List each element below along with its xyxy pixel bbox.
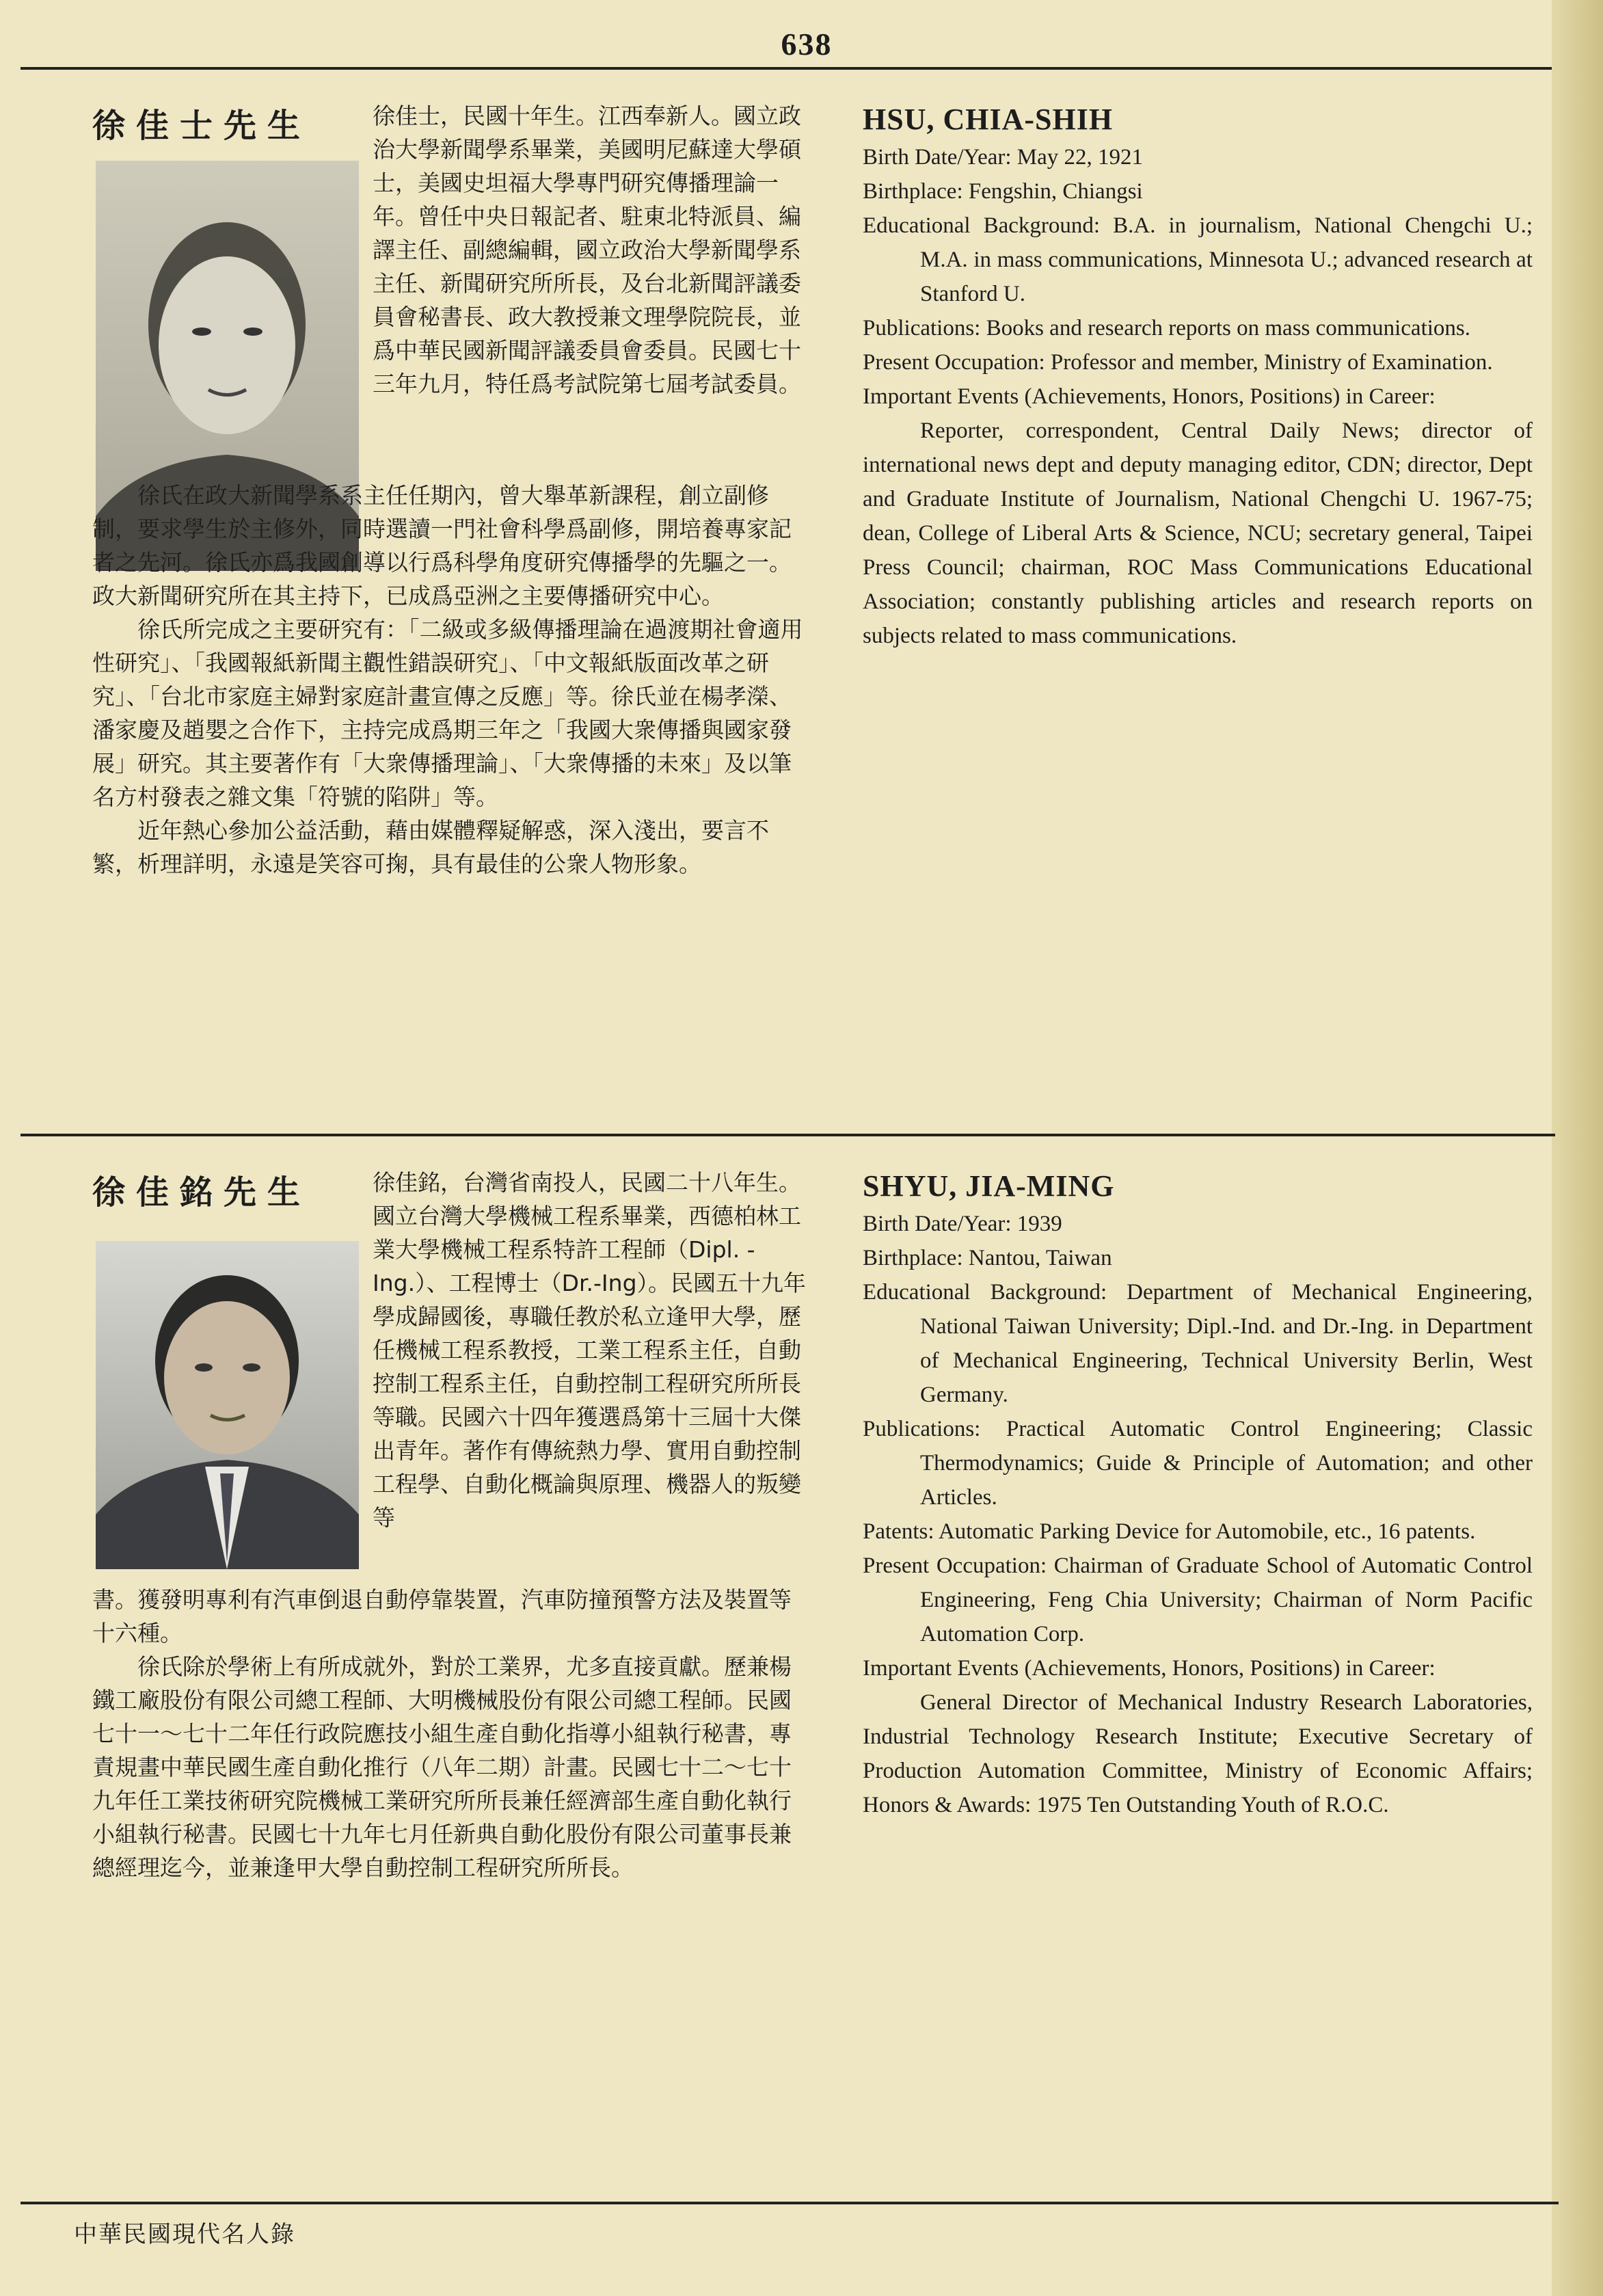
english-career-text: Reporter, correspondent, Central Daily News; director of international news dept and deputy managing editor, CDN; director, Dept and Graduate Institute of Journalism, National Chengchi U. 1967-75; dean, College of Liberal Arts & Science, NCU; secretary general, Taipei Press Council; chairman, ROC Mass Communications Educational Association; constantly publishing articles and research reports on subjects related to mass communications. (863, 418, 1533, 648)
middle-rule (21, 1134, 1555, 1136)
english-field: Birth Date/Year: 1939 (863, 1212, 1062, 1236)
portrait-silhouette-icon (96, 1241, 359, 1569)
portrait-photo (96, 1241, 359, 1569)
biography-entry-hsu-chia-shih (0, 79, 1603, 1125)
biography-entry-shyu-jia-ming (0, 1145, 1603, 2191)
bottom-rule (21, 2202, 1559, 2204)
english-field: Important Events (Achievements, Honors, Positions) in Career: (863, 1656, 1436, 1681)
english-field: Publications: Practical Automatic Control Engineering; Classic Thermodynamics; Guide & Principle of Automation; and other Articles. (863, 1417, 1533, 1510)
chinese-paragraph: 書。獲發明專利有汽車倒退自動停靠裝置，汽車防撞預警方法及裝置等十六種。 (92, 1586, 792, 1646)
chinese-body-text (92, 479, 810, 881)
english-field: Publications: Books and research reports on mass communications. (863, 316, 1471, 341)
chinese-body-text (92, 1583, 810, 1884)
book-title-footer: 中華民國現代名人錄 (74, 2221, 295, 2248)
chinese-name: 徐佳士先生 (92, 107, 312, 145)
english-biography (863, 99, 1533, 653)
chinese-intro-text: 徐佳銘，台灣省南投人，民國二十八年生。國立台灣大學機械工程系畢業，西德柏林工業大學機械工程系特許工程師（Dipl. -Ing.）、工程博士（Dr.-Ing）。民國五十九年學成歸國後，專職任教於私立逢甲大學，歷任機械工程系教授，工業工程系主任，自動控制工程系主任，自動控制工程研究所所長等職。民國六十四年獲選爲第十三屆十大傑出青年。著作有傳統熱力學、實用自動控制工程學、自動化概論與原理、機器人的叛變等 (373, 1169, 807, 1531)
english-field: Patents: Automatic Parking Device for Automobile, etc., 16 patents. (863, 1519, 1476, 1544)
page-number: 638 (781, 27, 833, 62)
english-field: Educational Background: Department of Mechanical Engineering, National Taiwan University; Dipl.-Ind. and Dr.-Ing. in Department of Mechanical Engineering, Technical University Berlin, West Germany. (863, 1280, 1533, 1407)
chinese-intro-text: 徐佳士，民國十年生。江西奉新人。國立政治大學新聞學系畢業，美國明尼蘇達大學碩士，美國史坦福大學專門研究傳播理論一年。曾任中央日報記者、駐東北特派員、編譯主任、副總編輯，國立政治大學新聞學系主任、新聞研究所所長，及台北新聞評議委員會秘書長、政大教授兼文理學院院長，並爲中華民國新聞評議委員會委員。民國七十三年九月，特任爲考試院第七屆考試委員。 (373, 103, 801, 397)
chinese-name: 徐佳銘先生 (92, 1173, 312, 1212)
english-field: Birthplace: Nantou, Taiwan (863, 1246, 1112, 1270)
chinese-paragraph: 徐氏所完成之主要研究有：「二級或多級傳播理論在過渡期社會適用性研究」、「我國報紙新聞主觀性錯誤研究」、「中文報紙版面改革之研究」、「台北市家庭主婦對家庭計畫宣傳之反應」等。徐氏並在楊孝濚、潘家慶及趙嬰之合作下，主持完成爲期三年之「我國大衆傳播與國家發展」研究。其主要著作有「大衆傳播理論」、「大衆傳播的未來」及以筆名方村發表之雜文集「符號的陷阱」等。 (92, 616, 803, 810)
english-field: Important Events (Achievements, Honors, Positions) in Career: (863, 384, 1436, 409)
chinese-paragraph: 徐氏除於學術上有所成就外，對於工業界，尤多直接貢獻。歷兼楊鐵工廠股份有限公司總工程師、大明機械股份有限公司總工程師。民國七十一～七十二年任行政院應技小組生產自動化指導小組執行秘書，專責規畫中華民國生產自動化推行（八年二期）計畫。民國七十二～七十九年任工業技術研究院機械工業研究所所長兼任經濟部生產自動化執行小組執行秘書。民國七十九年七月任新典自動化股份有限公司董事長兼總經理迄今，並兼逢甲大學自動控制工程研究所所長。 (92, 1653, 792, 1881)
english-field: Birth Date/Year: May 22, 1921 (863, 145, 1144, 170)
chinese-paragraph: 近年熱心參加公益活動，藉由媒體釋疑解惑，深入淺出，要言不繁，析理詳明，永遠是笑容可掬，具有最佳的公衆人物形象。 (92, 817, 769, 877)
english-career-text: General Director of Mechanical Industry Research Laboratories, Industrial Technology Research Institute; Executive Secretary of Production Automation Committee, Ministry of Economic Affairs; Honors & Awards: 1975 Ten Outstanding Youth of R.O.C. (863, 1690, 1533, 1817)
english-field: Educational Background: B.A. in journalism, National Chengchi U.; M.A. in mass communications, Minnesota U.; advanced research at Stanford U. (863, 213, 1533, 306)
english-field: Birthplace: Fengshin, Chiangsi (863, 179, 1143, 204)
english-name: SHYU, JIA-MING (863, 1169, 1115, 1203)
top-rule (21, 67, 1552, 70)
english-field: Present Occupation: Professor and member, Ministry of Examination. (863, 350, 1493, 375)
english-field: Present Occupation: Chairman of Graduate School of Automatic Control Engineering, Feng Chia University; Chairman of Norm Pacific Automation Corp. (863, 1553, 1533, 1646)
chinese-paragraph: 徐氏在政大新聞學系系主任任期內，曾大舉革新課程，創立副修制，要求學生於主修外，同時選讀一門社會科學爲副修，開培養專家記者之先河。徐氏亦爲我國創導以行爲科學角度研究傳播學的先驅之一。政大新聞研究所在其主持下，已成爲亞洲之主要傳播研究中心。 (92, 482, 792, 609)
english-name: HSU, CHIA-SHIH (863, 103, 1114, 136)
english-biography (863, 1166, 1533, 1822)
